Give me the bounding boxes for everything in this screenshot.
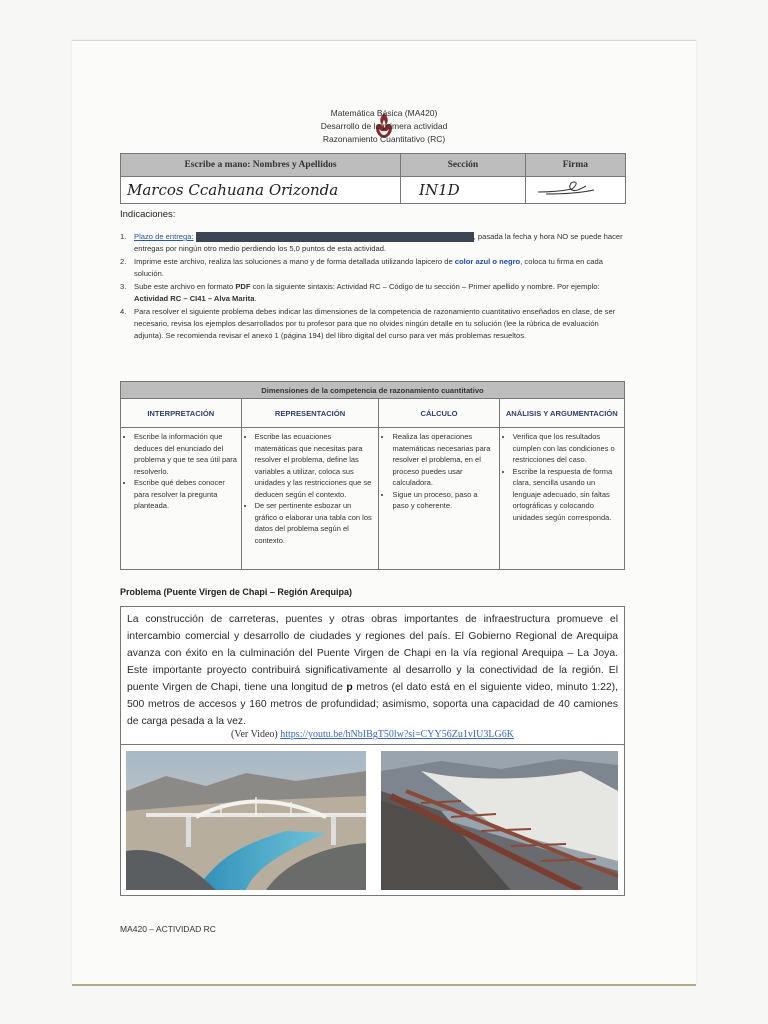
col-interpretacion: INTERPRETACIÓN [121,399,242,428]
names-header: Escribe a mano: Nombres y Apellidos [121,154,401,177]
signature-scribble [532,178,602,198]
document-header [72,107,696,146]
col-calculo: CÁLCULO [379,399,499,428]
problem-box [120,606,625,746]
course-title: Matemática Básica (MA420) [330,108,438,118]
list-item: 4. Para resolver el siguiente problema debes indicar las dimensiones de la competencia de razonamiento cuantitativo enseñados en clase, de ser necesario, revisa los ejemplos desarrollados por tu profesor para que no olvides ningún detalle en tu solución (lee la rúbrica de evaluación adjunta). Se recomienda revisar el anexo 1 (página 194) del libro digital del curso para ver más problemas resueltos. [120,307,616,340]
list-item: 3. Sube este archivo en formato PDF con la siguiente sintaxis: Actividad RC – Código de tu sección – Primer apellido y nombre. Por ejemplo: Actividad RC – CI41 – Alva Marita. [120,282,600,303]
competency-title: Razonamiento Cuantitativo (RC) [322,134,446,144]
redacted-deadline [196,232,474,242]
col-representacion: REPRESENTACIÓN [241,399,379,428]
construction-photo [381,751,618,890]
video-link[interactable]: https://youtu.be/hNbIBgT50lw?si=CYY56Zu1vIU3LG6K [280,729,514,740]
cell-interpretacion: • Escribe la información que deduces del enunciado del problema y que te sea útil para resolverlo. • Escribe qué debes conocer para resolver la pregunta planteada. [121,428,242,570]
paper-edge [72,984,696,986]
indicaciones-title: Indicaciones: [120,209,176,220]
student-name[interactable]: Marcos Ccahuana Orizonda [121,177,401,204]
section-header: Sección [401,154,526,177]
images-box [120,744,625,896]
list-item: 2. Imprime este archivo, realiza las soluciones a mano y de forma detallada utilizando lapicero de color azul o negro, coloca tu firma en cada solución. [120,257,603,278]
cell-analisis: • Verifica que los resultados cumplen con las condiciones o restricciones del caso. • Escribe la respuesta de forma clara, sencilla usando un lenguaje adecuado, sin faltas ortográficas y colocando unidades según corresponda. [499,428,624,570]
list-item: 1. Plazo de entrega: , pasada la fecha y hora NO se puede hacer entregas por ningún otro medio perdiendo los 5,0 puntos de esta actividad. [120,232,623,253]
signature-header: Firma [525,154,625,177]
problem-title: Problema (Puente Virgen de Chapi – Región Arequipa) [120,587,353,597]
student-section[interactable]: IN1D [401,177,526,204]
student-info-table [120,153,626,204]
deadline-label: Plazo de entrega: [134,232,194,241]
video-line [121,729,624,740]
cell-representacion: • Escribe las ecuaciones matemáticas que necesitas para resolver el problema, define las variables a utilizar, coloca sus unidades y las restricciones que se deducen según el contexto. • De ser pertinente esbozar un gráfico o elaborar una tabla con los datos del problema según el contexto. [241,428,379,570]
competency-table [120,381,625,570]
signature-field[interactable] [525,177,625,204]
video-label: (Ver Video) [231,729,278,740]
indicaciones-list [120,231,630,343]
cell-calculo: • Realiza las operaciones matemáticas necesarias para resolver el problema, en el proceso puedes usar calculadora. • Sigue un proceso, paso a paso y coherente. [379,428,499,570]
page-footer: MA420 – ACTIVIDAD RC [120,924,216,934]
bridge-photo [126,751,366,890]
document-page [72,40,696,985]
col-analisis: ANÁLISIS Y ARGUMENTACIÓN [499,399,624,428]
activity-title: Desarrollo de la primera actividad [320,121,448,131]
competency-table-title: Dimensiones de la competencia de razonamiento cuantitativo [121,382,625,399]
problem-statement: La construcción de carreteras, puentes y otras obras importantes de infraestructura promueve el intercambio comercial y desarrollo de ciudades y regiones del país. El Gobierno Regional de Arequipa avanza con éxito en la culminación del Puente Virgen de Chapi en la vía regional Arequipa – La Joya. Este importante proyecto contribuirá significativamente al desarrollo y la conectividad de la región. El puente Virgen de Chapi, tiene una longitud de p metros (el dato está en el siguiente video, minuto 1:22), 500 metros de accesos y 160 metros de profundidad; asimismo, soporta una capacidad de 40 camiones de carga pesada a la vez. [127,614,618,727]
